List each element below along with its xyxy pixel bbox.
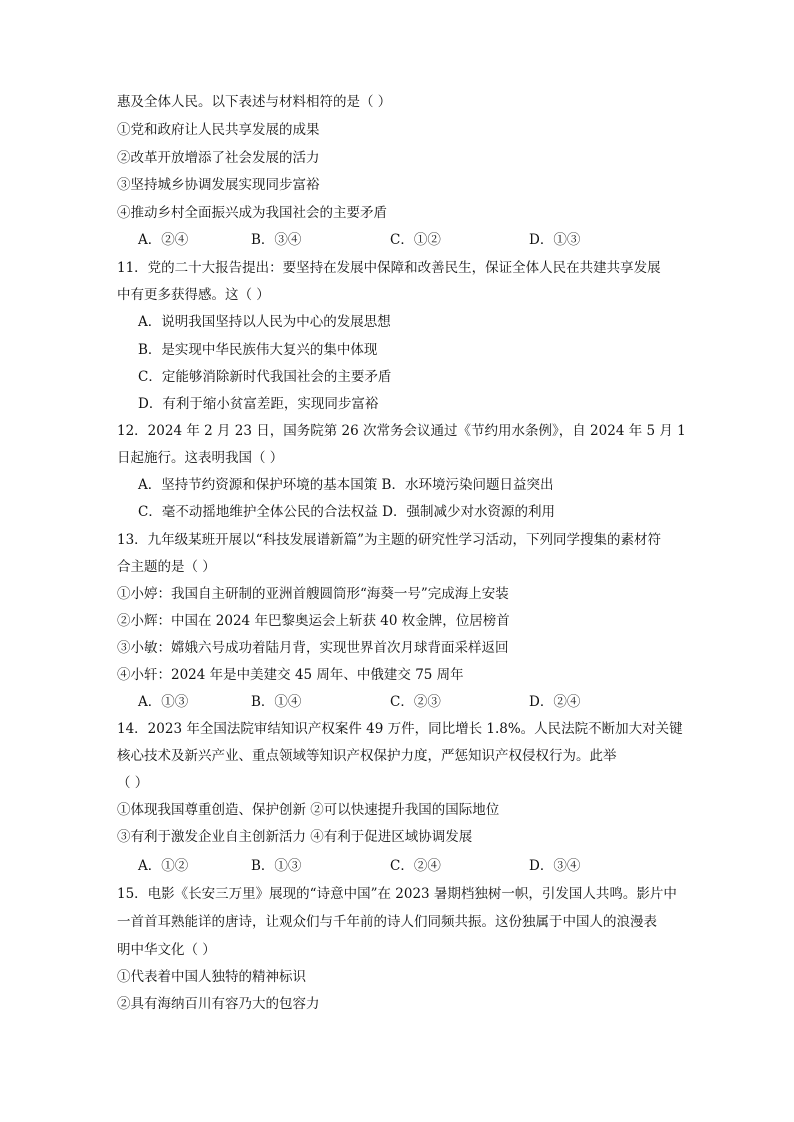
question-15-item [0, 993, 794, 1015]
option-d[interactable]: D．①③ [529, 232, 581, 248]
question-10-stem [0, 91, 794, 113]
question-10-item [0, 119, 794, 141]
question-15-stem [0, 883, 794, 905]
item-text: ④小轩：2024 年是中美建交 45 周年、中俄建交 75 周年 [117, 667, 464, 683]
item-text: ①代表着中国人独特的精神标识 [117, 969, 306, 985]
question-14-items [0, 826, 794, 848]
question-15-stem [0, 939, 794, 961]
question-13-item [0, 583, 794, 605]
question-13-stem [0, 529, 794, 551]
question-14-options [0, 855, 794, 877]
stem-line: 核心技术及新兴产业、重点领域等知识产权保护力度，严惩知识产权侵权行为。此举 [117, 748, 617, 764]
option-c[interactable]: C．①② [390, 232, 441, 248]
option-a[interactable]: A．②④ [138, 232, 189, 248]
stem-line: 日起施行。这表明我国（ ） [117, 450, 284, 466]
item-text: ②小辉：中国在 2024 年巴黎奥运会上斩获 40 枚金牌，位居榜首 [117, 613, 510, 629]
question-15-item [0, 966, 794, 988]
question-14-stem [0, 718, 794, 740]
stem-line: 明中华文化（ ） [117, 942, 216, 958]
question-12-options [0, 474, 794, 496]
question-12-stem [0, 420, 794, 442]
option-d[interactable]: D．③④ [529, 858, 581, 874]
option-row-ab[interactable]: A．坚持节约资源和保护环境的基本国策 B．水环境污染问题日益突出 [138, 477, 554, 493]
item-text: ②改革开放增添了社会发展的活力 [117, 150, 320, 166]
option-a[interactable]: A．①② [138, 858, 189, 874]
stem-line: 一首首耳熟能详的唐诗，让观众们与千年前的诗人们同频共振。这份独属于中国人的浪漫表 [117, 914, 657, 930]
item-text: ①党和政府让人民共享发展的成果 [117, 122, 320, 138]
question-11-option [0, 311, 794, 333]
stem-line: 11．党的二十大报告提出：要坚持在发展中保障和改善民生，保证全体人民在共建共享发展 [117, 260, 661, 276]
question-13-item [0, 610, 794, 632]
question-11-option [0, 393, 794, 415]
question-14-stem [0, 772, 794, 794]
question-11-stem [0, 284, 794, 306]
item-text: ④推动乡村全面振兴成为我国社会的主要矛盾 [117, 205, 387, 221]
question-11-stem [0, 257, 794, 279]
stem-line: 13．九年级某班开展以“科技发展谱新篇”为主题的研究性学习活动，下列同学搜集的素材符 [117, 532, 661, 548]
option-row-cd[interactable]: C．毫不动摇地维护全体公民的合法权益 D．强制减少对水资源的利用 [138, 504, 555, 520]
question-12-stem [0, 447, 794, 469]
option-c[interactable]: C．定能够消除新时代我国社会的主要矛盾 [138, 369, 392, 385]
option-b[interactable]: B．①③ [251, 858, 302, 874]
stem-line: 中有更多获得感。这（ ） [117, 287, 270, 303]
question-10-item [0, 174, 794, 196]
option-c[interactable]: C．②③ [390, 694, 441, 710]
question-14-items [0, 799, 794, 821]
option-a[interactable]: A．说明我国坚持以人民为中心的发展思想 [138, 314, 391, 330]
stem-line: 合主题的是（ ） [117, 559, 216, 575]
stem-line: 12．2024 年 2 月 23 日，国务院第 26 次常务会议通过《节约用水条例》，自 2024 年 5 月 1 [117, 423, 686, 439]
item-text: ③小敏：嫦娥六号成功着陆月背，实现世界首次月球背面采样返回 [117, 640, 509, 656]
question-13-item [0, 637, 794, 659]
item-row: ①体现我国尊重创造、保护创新 ②可以快速提升我国的国际地位 [117, 802, 500, 818]
option-b[interactable]: B．③④ [251, 232, 302, 248]
question-10-item [0, 202, 794, 224]
item-text: ③坚持城乡协调发展实现同步富裕 [117, 177, 320, 193]
option-d[interactable]: D．②④ [529, 694, 581, 710]
item-text: ①小婷：我国自主研制的亚洲首艘圆筒形“海葵一号”完成海上安装 [117, 586, 509, 602]
question-12-options [0, 501, 794, 523]
question-14-stem [0, 745, 794, 767]
stem-line: 15．电影《长安三万里》展现的“诗意中国”在 2023 暑期档独树一帜，引发国人共鸣。影片中 [117, 886, 677, 902]
item-row: ③有利于激发企业自主创新活力 ④有利于促进区域协调发展 [117, 829, 473, 845]
question-15-stem [0, 911, 794, 933]
question-13-stem [0, 556, 794, 578]
option-c[interactable]: C．②④ [390, 858, 441, 874]
question-11-option [0, 366, 794, 388]
stem-line: （ ） [117, 775, 149, 791]
item-text: ②具有海纳百川有容乃大的包容力 [117, 996, 320, 1012]
stem-line: 14．2023 年全国法院审结知识产权案件 49 万件，同比增长 1.8%。人民法院不断加大对关键 [117, 721, 683, 737]
question-10-item [0, 147, 794, 169]
stem-line: 惠及全体人民。以下表述与材料相符的是（ ） [117, 94, 392, 110]
question-10-options [0, 229, 794, 251]
option-d[interactable]: D．有利于缩小贫富差距，实现同步富裕 [138, 396, 379, 412]
question-13-options [0, 691, 794, 713]
option-b[interactable]: B．①④ [251, 694, 302, 710]
question-11-option [0, 339, 794, 361]
question-13-item [0, 664, 794, 686]
option-b[interactable]: B．是实现中华民族伟大复兴的集中体现 [138, 342, 378, 358]
option-a[interactable]: A．①③ [138, 694, 189, 710]
